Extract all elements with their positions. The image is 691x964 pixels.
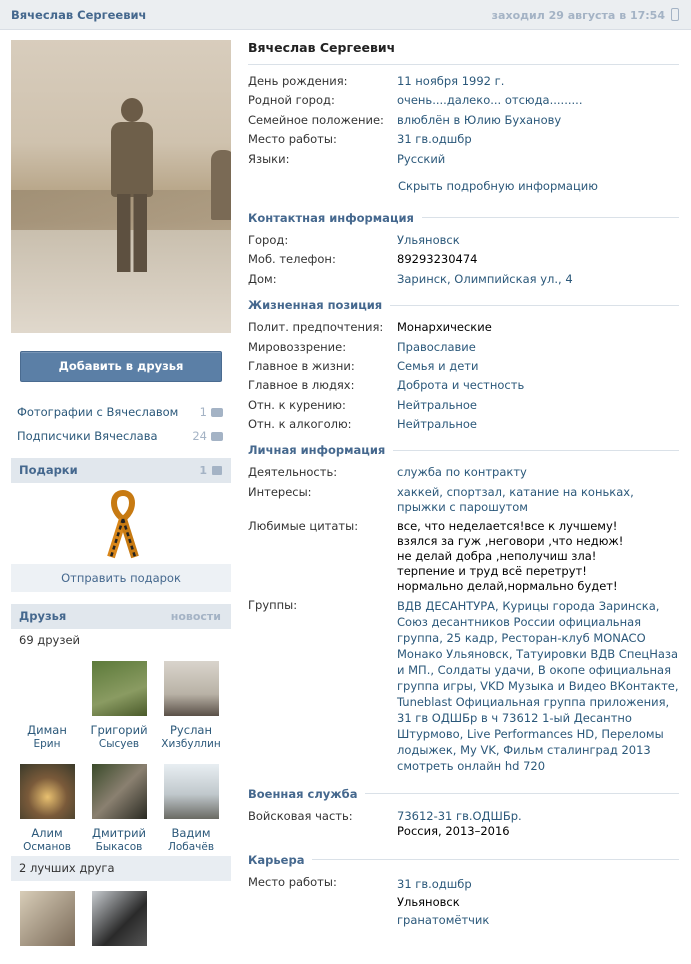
section-title: Контактная информация xyxy=(248,210,414,225)
section-title: Карьера xyxy=(248,852,305,867)
career-work[interactable]: 31 гв.одшбр xyxy=(397,876,472,891)
info-key: Моб. телефон: xyxy=(248,252,336,267)
military-unit[interactable]: 73612-31 гв.ОДШБр. xyxy=(397,808,522,823)
hide-details-link[interactable]: Скрыть подробную информацию xyxy=(398,178,598,193)
quote-line: не делай добра ,неполучиш зла! xyxy=(397,548,597,563)
info-row xyxy=(248,93,679,112)
mobile-icon xyxy=(671,8,679,21)
info-row xyxy=(248,378,679,397)
info-key: Интересы: xyxy=(248,484,312,499)
friend-card[interactable] xyxy=(83,661,155,750)
info-value[interactable]: Православие xyxy=(397,339,476,354)
info-value: Монархические xyxy=(397,320,492,335)
info-key: Место работы: xyxy=(248,874,337,889)
friend-last-name: Быкасов xyxy=(95,841,143,853)
friend-card[interactable] xyxy=(11,764,83,853)
photos-with-link[interactable] xyxy=(11,400,231,424)
friend-avatar xyxy=(20,661,75,716)
friends-news-link[interactable]: новости xyxy=(170,610,221,623)
info-key: Полит. предпочтения: xyxy=(248,320,384,335)
info-key: Главное в людях: xyxy=(248,378,355,393)
friends-header[interactable] xyxy=(11,604,231,629)
info-row xyxy=(248,252,679,271)
info-row xyxy=(248,465,679,484)
friend-last-name: Османов xyxy=(23,841,71,853)
camera-icon xyxy=(211,408,223,417)
gifts-count: 1 xyxy=(199,464,207,477)
best-friend-avatar[interactable] xyxy=(20,891,75,946)
section-title: Военная служба xyxy=(248,786,358,801)
friend-card[interactable] xyxy=(155,661,227,750)
friends-count: 69 друзей xyxy=(19,633,81,647)
info-value[interactable]: Нейтральное xyxy=(397,417,478,432)
info-row xyxy=(248,233,679,252)
friend-card[interactable] xyxy=(11,661,83,750)
groups-value[interactable]: ВДВ ДЕСАНТУРА, Курицы города Заринска, Союз десантников России официальная группа, 25 кадр, Ресторан-клуб MONACO Монако Ульяновск, Татуировки ВДВ СпецНаза и МП., Солдаты удачи, В окопе официальная группа игры, VKD Музыка и Видео ВКонтакте, Tuneblast Официальная группа приложения, 31 гв ОДШБр в ч 73612 1-ый Десантно Штурмово, Live Performances HD, Переломы лодыжек, My VK, Фильм сталинград 2013 смотреть онлайн hd 720 xyxy=(397,598,679,773)
section-career xyxy=(248,849,679,871)
info-row xyxy=(248,598,679,774)
ribbon-icon xyxy=(103,489,143,559)
photo-soldier xyxy=(107,98,157,273)
info-value: 89293230474 xyxy=(397,252,478,267)
info-value[interactable]: 11 ноября 1992 г. xyxy=(397,74,505,88)
section-title: Личная информация xyxy=(248,443,386,458)
last-seen: заходил 29 августа в 17:54 xyxy=(491,9,665,22)
info-row xyxy=(248,398,679,417)
info-row xyxy=(248,485,679,515)
info-row xyxy=(248,74,679,93)
friends-title: Друзья xyxy=(19,609,67,623)
quote-line: все, что неделается!все к лучшему! xyxy=(397,518,618,533)
gifts-header[interactable] xyxy=(11,458,231,483)
military-value xyxy=(397,809,679,839)
quote-line: терпение и труд всё перетрут! xyxy=(397,563,587,578)
best-friends xyxy=(11,881,231,941)
section-personal xyxy=(248,439,679,461)
friend-first-name: Дмитрий xyxy=(91,826,147,840)
info-key: День рождения: xyxy=(248,74,348,88)
best-friends-header: 2 лучших друга xyxy=(11,856,231,881)
profile-photo[interactable] xyxy=(11,40,231,333)
info-key: Семейное положение: xyxy=(248,112,384,127)
info-value[interactable]: Нейтральное xyxy=(397,397,478,412)
info-key: Место работы: xyxy=(248,132,337,147)
info-value[interactable]: Русский xyxy=(397,151,446,166)
top-bar xyxy=(0,0,691,30)
photo-figure xyxy=(211,150,231,220)
friend-avatar xyxy=(20,764,75,819)
best-friend-avatar[interactable] xyxy=(92,891,147,946)
section-position xyxy=(248,294,679,316)
friend-card[interactable] xyxy=(155,764,227,853)
friends-grid xyxy=(11,651,231,856)
quotes-value xyxy=(397,519,679,594)
info-key: Город: xyxy=(248,232,289,247)
info-key: Отн. к алкоголю: xyxy=(248,417,352,432)
info-key: Любимые цитаты: xyxy=(248,518,359,533)
friend-avatar xyxy=(92,661,147,716)
info-row xyxy=(248,875,679,929)
info-key: Деятельность: xyxy=(248,465,338,480)
info-value[interactable]: Семья и дети xyxy=(397,358,479,373)
info-row xyxy=(248,132,679,151)
info-value[interactable]: служба по контракту xyxy=(397,465,527,480)
career-role[interactable]: гранатомётчик xyxy=(397,912,490,927)
friend-first-name: Вадим xyxy=(171,826,211,840)
friend-last-name: Хизбуллин xyxy=(161,738,221,750)
friend-card[interactable] xyxy=(83,764,155,853)
section-contact xyxy=(248,207,679,229)
profile-info xyxy=(248,40,679,929)
left-column xyxy=(11,40,231,941)
info-row xyxy=(248,113,679,132)
military-place: Россия, 2013–2016 xyxy=(397,823,510,838)
info-row xyxy=(248,519,679,594)
info-row xyxy=(248,320,679,339)
info-row xyxy=(248,272,679,291)
info-value[interactable]: Ульяновск xyxy=(397,232,460,247)
friend-last-name: Ерин xyxy=(33,738,61,750)
photos-with-label: Фотографии с Вячеславом xyxy=(17,405,179,419)
info-key: Отн. к курению: xyxy=(248,397,346,412)
info-row xyxy=(248,417,679,436)
people-icon xyxy=(211,432,223,441)
info-value[interactable]: Доброта и честность xyxy=(397,378,525,393)
info-key: Дом: xyxy=(248,271,277,286)
friend-last-name: Сысуев xyxy=(98,738,140,750)
info-value[interactable]: 31 гв.одшбр xyxy=(397,132,472,147)
info-key: Войсковая часть: xyxy=(248,808,353,823)
friend-avatar xyxy=(164,661,219,716)
info-value[interactable]: хаккей, спортзал, катание на коньках, прыжки с парошутом xyxy=(397,484,634,514)
info-key: Языки: xyxy=(248,151,290,166)
friend-first-name: Диман xyxy=(27,723,67,737)
info-key: Мировоззрение: xyxy=(248,339,347,354)
friend-first-name: Руслан xyxy=(170,723,212,737)
page-title: Вячеслав Сергеевич xyxy=(248,40,396,55)
add-friend-button[interactable]: Добавить в друзья xyxy=(20,351,222,382)
info-value[interactable]: Заринск, Олимпийская ул., 4 xyxy=(397,271,573,286)
friend-last-name: Лобачёв xyxy=(167,841,215,853)
friend-avatar xyxy=(164,764,219,819)
info-row xyxy=(248,809,679,839)
gift-item[interactable] xyxy=(11,483,231,564)
info-row xyxy=(248,152,679,171)
info-key: Родной город: xyxy=(248,93,335,108)
friend-avatar xyxy=(92,764,147,819)
quote-line: взялся за гуж ,неговори ,что недюж! xyxy=(397,533,624,548)
followers-link[interactable] xyxy=(11,424,231,448)
career-city: Ульяновск xyxy=(397,894,460,909)
followers-label: Подписчики Вячеслава xyxy=(17,429,158,443)
info-row xyxy=(248,340,679,359)
friend-first-name: Алим xyxy=(31,826,63,840)
followers-count: 24 xyxy=(192,429,207,443)
send-gift-button[interactable]: Отправить подарок xyxy=(11,564,231,592)
gifts-title: Подарки xyxy=(19,463,78,477)
quote-line: нормально делай,нормально будет! xyxy=(397,578,618,593)
career-value xyxy=(397,875,679,929)
photos-with-count: 1 xyxy=(199,405,207,419)
header-name[interactable]: Вячеслав Сергеевич xyxy=(11,8,147,22)
info-key: Главное в жизни: xyxy=(248,358,355,373)
section-military xyxy=(248,783,679,805)
gift-icon xyxy=(212,466,222,475)
friend-first-name: Григорий xyxy=(90,723,148,737)
info-key: Группы: xyxy=(248,597,298,612)
info-value[interactable]: очень....далеко... отсюда......... xyxy=(397,93,583,108)
divider xyxy=(248,64,679,65)
section-title: Жизненная позиция xyxy=(248,298,383,313)
info-row xyxy=(248,359,679,378)
info-value[interactable]: влюблён в Юлию Буханову xyxy=(397,112,562,127)
